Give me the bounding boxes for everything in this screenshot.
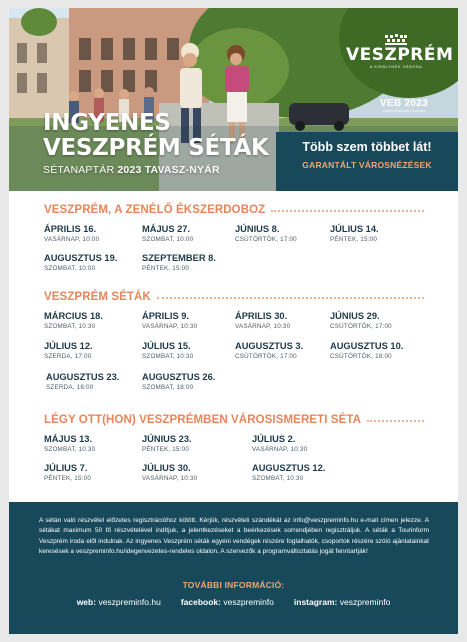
- event-date: AUGUSZTUS 26.: [142, 372, 216, 382]
- dotted-divider: [157, 297, 424, 299]
- more-info-title: TOVÁBBI INFORMÁCIÓ:: [182, 580, 285, 590]
- event-item: [142, 253, 237, 273]
- event-date: JÚLIUS 14.: [330, 224, 379, 234]
- event-item: [44, 311, 139, 331]
- event-item: [235, 341, 330, 361]
- event-item: [330, 224, 425, 244]
- hero-title-line1: INGYENES: [43, 110, 171, 136]
- contact-label: web:: [76, 597, 97, 607]
- event-date: JÚLIUS 15.: [142, 341, 191, 351]
- event-day-time: VASÁRNAP, 10:30: [235, 323, 291, 330]
- event-day-time: SZOMBAT, 10:30: [142, 353, 194, 360]
- section-ekszerdoboz: [44, 204, 424, 282]
- event-date: ÁPRILIS 9.: [142, 311, 190, 321]
- event-date: ÁPRILIS 30.: [235, 311, 288, 321]
- event-day-time: SZOMBAT, 10:30: [44, 323, 96, 330]
- contact-value: veszpreminfo: [339, 597, 391, 607]
- slogan: Több szem többet lát!: [302, 140, 432, 154]
- hero-title: [43, 111, 269, 161]
- event-date: MÁJUS 27.: [142, 224, 191, 234]
- dotted-divider: [367, 420, 424, 422]
- event-day-time: PÉNTEK, 15:00: [142, 265, 190, 272]
- event-date: AUGUSZTUS 23.: [46, 372, 120, 382]
- section-title: LÉGY OTT(HON) VESZPRÉMBEN VÁROSISMERETI SÉTA: [44, 414, 362, 426]
- contact-web[interactable]: [77, 597, 161, 607]
- section-legy-otthon: [44, 414, 424, 494]
- event-item: [330, 311, 425, 331]
- contact-label: instagram:: [293, 597, 338, 607]
- event-date: SZEPTEMBER 8.: [142, 253, 216, 263]
- event-date: AUGUSZTUS 19.: [44, 253, 118, 263]
- event-item: [44, 434, 139, 454]
- event-day-time: PÉNTEK, 15:00: [142, 446, 190, 453]
- contact-instagram[interactable]: [294, 597, 390, 607]
- event-item: [142, 341, 237, 361]
- event-day-time: SZOMBAT, 10:00: [142, 236, 194, 243]
- contact-value: veszpreminfo: [223, 597, 274, 607]
- event-date: JÚLIUS 30.: [142, 463, 191, 473]
- hero-subtitle-prefix: SÉTANAPTÁR: [43, 164, 115, 176]
- veb-title: VEB 2023: [380, 98, 428, 109]
- event-day-time: VASÁRNAP, 10:00: [44, 236, 100, 243]
- veb-subtitle: Európa Kulturális Fővárosa: [382, 109, 426, 113]
- event-day-time: VASÁRNAP, 10:30: [142, 323, 198, 330]
- logo-subtitle: A KIRÁLYNÉK VÁROSA: [369, 64, 423, 69]
- event-day-time: CSÜTÖRTÖK, 17:00: [330, 323, 392, 330]
- hero-subtitle-season: 2023 TAVASZ-NYÁR: [117, 164, 220, 176]
- hero-subtitle: [43, 164, 220, 176]
- event-date: AUGUSZTUS 12.: [252, 463, 326, 473]
- slogan-subtitle: GARANTÁLT VÁROSNÉZÉSEK: [302, 160, 432, 170]
- event-day-time: SZERDA, 18:00: [46, 384, 94, 391]
- event-item: [142, 311, 237, 331]
- dotted-divider: [271, 210, 424, 212]
- slogan-box: [276, 132, 458, 191]
- event-day-time: SZOMBAT, 18:00: [142, 384, 194, 391]
- event-day-time: CSÜTÖRTÖK, 18:00: [330, 353, 392, 360]
- poster: [9, 8, 458, 634]
- event-item: [252, 463, 347, 483]
- event-day-time: SZOMBAT, 10:30: [252, 475, 304, 482]
- hero-banner: [9, 8, 458, 191]
- event-date: JÚNIUS 23.: [142, 434, 192, 444]
- veb-badge: [364, 98, 444, 113]
- event-date: JÚNIUS 8.: [235, 224, 280, 234]
- event-date: JÚLIUS 12.: [44, 341, 93, 351]
- veszprem-logo: [346, 34, 454, 69]
- section-title: VESZPRÉM SÉTÁK: [44, 291, 151, 303]
- event-day-time: VASÁRNAP, 10:30: [252, 446, 308, 453]
- event-date: AUGUSZTUS 3.: [235, 341, 304, 351]
- contact-value: veszpreminfo.hu: [98, 597, 161, 607]
- event-item: [142, 224, 237, 244]
- event-item: [44, 341, 139, 361]
- event-day-time: CSÜTÖRTÖK, 17:00: [235, 236, 297, 243]
- event-date: MÁJUS 13.: [44, 434, 93, 444]
- event-item: [330, 341, 425, 361]
- section-title: VESZPRÉM, A ZENÉLŐ ÉKSZERDOBOZ: [44, 204, 266, 216]
- section-veszprem-setak: [44, 291, 424, 403]
- registration-info: A sétán való részvétel előzetes regisztrációhoz kötött. Kérjük, részvételi szándékát az info@veszpreminfo.hu e-mail címen jelezze. A sétákat maximum 50 fő részvételével indítjuk, a jelentkezéseket a beérkezések sorrendjében regisztráljuk. A séták a Tourinform Veszprém iroda elől indulnak. Az ingyenes Veszprém séták egyéni vendégek részére foglalhatók, csoportok részére szóló ajánlatainkat keresések a veszpreminfo.hu/idegenvezetes-rendeles oldalon. A szervezők a programváltoztatás jogát fenntartják!: [39, 517, 429, 555]
- event-item: [142, 463, 237, 483]
- info-footer: [9, 502, 458, 634]
- contact-list: [9, 597, 458, 607]
- event-day-time: SZERDA, 17:00: [44, 353, 92, 360]
- event-day-time: SZOMBAT, 10:00: [44, 265, 96, 272]
- event-day-time: SZOMBAT, 10:30: [44, 446, 96, 453]
- event-date: MÁRCIUS 18.: [44, 311, 103, 321]
- event-day-time: PÉNTEK, 15:00: [44, 475, 92, 482]
- event-item: [142, 372, 237, 392]
- event-item: [44, 463, 139, 483]
- event-day-time: VASÁRNAP, 10:30: [142, 475, 198, 482]
- event-date: JÚLIUS 7.: [44, 463, 88, 473]
- event-item: [252, 434, 347, 454]
- contact-facebook[interactable]: [181, 597, 274, 607]
- event-item: [235, 224, 330, 244]
- event-item: [44, 253, 139, 273]
- hero-title-line2: VESZPRÉM SÉTÁK: [43, 135, 269, 161]
- contact-label: facebook:: [180, 597, 221, 607]
- event-day-time: PÉNTEK, 15:00: [330, 236, 378, 243]
- event-item: [235, 311, 330, 331]
- event-date: JÚNIUS 29.: [330, 311, 380, 321]
- event-date: JÚLIUS 2.: [252, 434, 296, 444]
- event-item: [142, 434, 237, 454]
- event-item: [46, 372, 141, 392]
- event-day-time: CSÜTÖRTÖK, 17:00: [235, 353, 297, 360]
- event-item: [44, 224, 139, 244]
- event-date: AUGUSZTUS 10.: [330, 341, 404, 351]
- event-date: ÁPRILIS 16.: [44, 224, 97, 234]
- logo-name: VESZPRÉM: [346, 45, 454, 65]
